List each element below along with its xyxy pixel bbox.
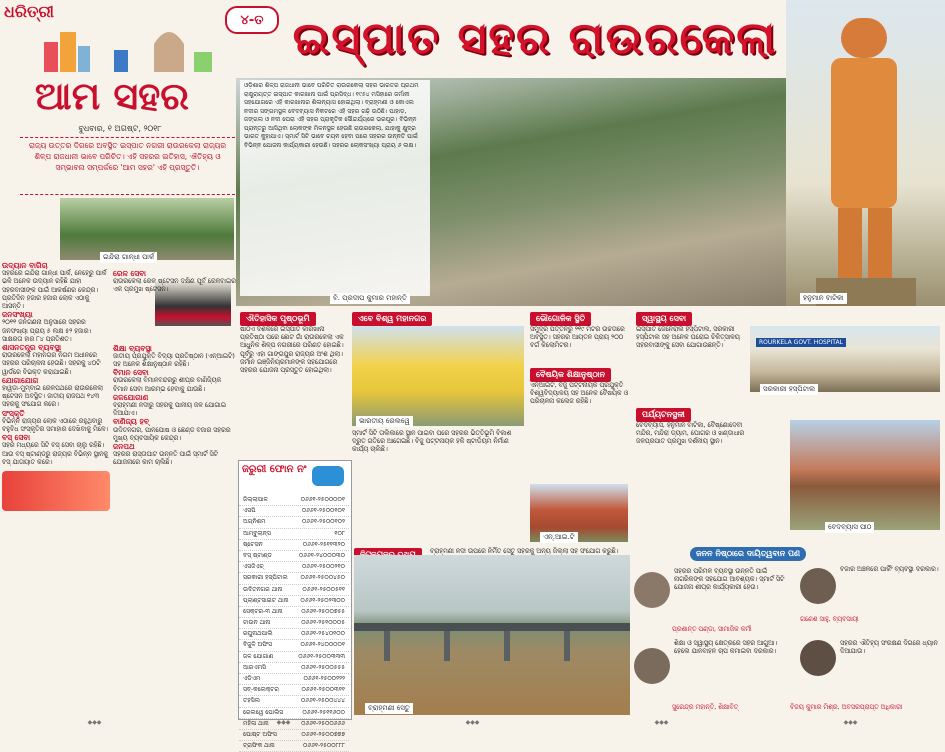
registration-mark-icon: ◆◆◆ bbox=[87, 719, 102, 726]
opinion-quote: ଶିକ୍ଷା ଓ ସ୍ୱାସ୍ଥ୍ୟ କ୍ଷେତ୍ରରେ ସହର ଆଗୁଆ। ହେଲେ ଯାନବାହନ ଚାପ କମାଇବା ଦରକାର। bbox=[674, 640, 777, 656]
avatar bbox=[634, 572, 670, 608]
phone-row bbox=[239, 585, 349, 596]
bridge-photo bbox=[354, 555, 630, 715]
section-title: ଆମ ସହର bbox=[34, 73, 190, 118]
article-body: ସହରରେ ଇନ୍ଦିରା ଗାନ୍ଧୀ ପାର୍କ, ନେହେରୁ ପାର୍କ ଭଳି ଅନେକ ଉଦ୍ୟାନ ରହିଛି ଯାହା ସହରବାସୀଙ୍କ ପାଇଁ ଆକର୍ଷଣର କେନ୍ଦ୍ର। ପ୍ରତିଦିନ ହଜାର ହଜାର ଲୋକ ଏଠାକୁ ଆସନ୍ତି। bbox=[2, 270, 107, 311]
phone-row-number: ୦୬୬୧-୨୫୦୦୧୦୧ bbox=[301, 507, 345, 515]
registration-mark-icon: ◆◆◆ bbox=[276, 719, 291, 726]
hospital-photo bbox=[750, 326, 940, 392]
opinion-quote: ସହରର ଐତିହ୍ୟ ସଂରକ୍ଷଣ ଦିଗରେ ଧ୍ୟାନ ଦିଆଯାଉ। bbox=[840, 640, 938, 656]
phone-row-name: ଏସଜିଏଚ୍ bbox=[243, 563, 264, 571]
opinion-name: ବିଜୟ କୁମାର ମିଶ୍ର, ଅବସରପ୍ରାପ୍ତ ଅଧିକାରୀ bbox=[790, 704, 903, 711]
feature-title-geo: ଭୌଗୋଳିକ ସ୍ଥିତି bbox=[530, 312, 591, 326]
section-intro: ରାଜ୍ୟ ଉତ୍ତର ଦିଗରେ ଅବସ୍ଥିତ ଇସ୍ପାତ ନଗରୀ ରାଉରକେଲା ରାଜ୍ୟର ଶିଳ୍ପ ରାଜଧାନୀ ଭାବେ ପରିଚିତ। ଏହି ସହରର ଇତିହାସ, ଐତିହ୍ୟ ଓ ସମ୍ଭାବନା ସମ୍ପର୍କରେ 'ଆମ ସହର' ଏହି ପ୍ରସ୍ତୁତି। bbox=[20, 137, 235, 195]
article-body: ରାଉରକେଲା ରେଳ ଷ୍ଟେସନ ଦକ୍ଷିଣ ପୂର୍ବ ରେଳବାଇର ଏକ ପ୍ରମୁଖ ଷ୍ଟେସନ। bbox=[113, 278, 236, 294]
opinion-name: ସୁରେନ୍ଦ୍ର ମହାନ୍ତି, ଶିକ୍ଷାବିତ୍ bbox=[672, 704, 739, 711]
dateline: ବୁଧବାର, ୧ ଅଗଷ୍ଟ, ୨୦୧୮ bbox=[78, 124, 162, 133]
phone-row-name: ପୋଷ୍ଟ ଅଫିସ bbox=[243, 730, 277, 738]
bridge-pillar-shape bbox=[384, 631, 390, 661]
bridge-caption: ବ୍ରାହ୍ମଣୀ ସେତୁ bbox=[365, 703, 413, 714]
hanuman-statue-photo bbox=[786, 0, 945, 306]
gate-photo bbox=[790, 420, 940, 530]
phone-row-number: ୦୬୬୧-୨୫୧୧୬୦୦ bbox=[302, 708, 345, 716]
article-body: ବିଭିନ୍ନ ରାଜ୍ୟର ଲୋକ ଏଠାରେ ରହୁଥିବାରୁ ବହୁବିଧ ସଂସ୍କୃତିର ସମାହାର ଦେଖିବାକୁ ମିଳେ। bbox=[2, 417, 109, 434]
aerial-photo-credit: ବି. ପ୍ରଦୀପ କୁମାର ମହାନ୍ତି bbox=[330, 293, 410, 304]
phone-row bbox=[239, 607, 349, 618]
bridge-pillar-shape bbox=[504, 631, 510, 661]
hospital-sign: ROURKELA GOVT. HOSPITAL bbox=[756, 338, 846, 347]
phone-row-number: ୦୬୬୧-୨୫୦୦୪୪୪ bbox=[300, 697, 345, 705]
phone-row bbox=[239, 573, 349, 584]
article-block bbox=[113, 443, 237, 468]
phone-row-name: ମହିଳା ଥାନା bbox=[243, 719, 269, 727]
page-headline: ଇସ୍ପାତ ସହର ରାଉରକେଲା bbox=[292, 12, 778, 64]
city-bus-illustration bbox=[2, 471, 110, 511]
phone-row-name: ଜିଲ୍ଲାପାଳ bbox=[243, 496, 268, 503]
aerial-article-text: ଓଡ଼ିଶାର ଶିଳ୍ପ ରାଜଧାନୀ ଭାବେ ପରିଚିତ ରାଉରକେଲା ସହର ଭାରତର ପ୍ରଥମ ରାଷ୍ଟ୍ରାୟତ୍ତ ଇସ୍ପାତ କାରଖାନା ପାଇଁ ପ୍ରସିଦ୍ଧ। ୧୯୫୪ ମସିହାରେ ଜର୍ମାନୀ ସହଯୋଗରେ ଏହି କାରଖାନାର ଶିଳାନ୍ୟାସ ହୋଇଥିଲା। ବ୍ରାହ୍ମଣୀ ଓ କୋଏଲ ନଦୀର ସଙ୍ଗମସ୍ଥଳ ବେଦବ୍ୟାସ ନିକଟରେ ଏହି ସହର ଗଢ଼ି ଉଠିଛି। ପାହାଡ଼, ଜଙ୍ଗଲ ଓ ନଦୀ ଘେରା ଏହି ସହର ପ୍ରାକୃତିକ ସୌନ୍ଦର୍ଯ୍ୟରେ ଭରପୂର। ବିଭିନ୍ନ ପ୍ରାନ୍ତରୁ ଆସିଥିବା ଲୋକଙ୍କ ମିଳନସ୍ଥଳ ହେଉଛି ରାଉରକେଲା, ଯାହାକୁ କ୍ଷୁଦ୍ର ଭାରତ କୁହାଯାଏ। ସ୍ମାର୍ଟ ସିଟି ଭାବେ ଚୟନ ହେବା ପରେ ସହରର ଉନ୍ନତି ପାଇଁ ବିଭିନ୍ନ ଯୋଜନା କାର୍ଯ୍ୟକାରୀ ହେଉଛି। ସହରର ଲୋକସଂଖ୍ୟା ପ୍ରାୟ ୬ ଲକ୍ଷ। bbox=[240, 80, 430, 296]
phone-row bbox=[239, 696, 349, 707]
phone-row bbox=[239, 506, 349, 517]
phone-row bbox=[239, 663, 349, 674]
feature-body-history: ଷାଠିଏ ଦଶକରେ ଇସ୍ପାତ କାରଖାନା ପ୍ରତିଷ୍ଠା ପରେ ଛୋଟ ଗାଁ ରାଉରକେଲା ଏକ ଆଧୁନିକ ଶିଳ୍ପ ନଗରୀରେ ପରିଣତ ହୋଇଛି। ପୂର୍ବରୁ ଏହା ଗାଙ୍ଗପୁର ରାଜ୍ୟର ଅଂଶ ଥିଲା। ଜର୍ମାନ ଇଞ୍ଜିନିୟରମାନଙ୍କ ସହଯୋଗରେ ସହରର ଯୋଜନା ପ୍ରସ୍ତୁତ ହୋଇଥିଲା। bbox=[240, 326, 344, 375]
phone-row bbox=[239, 674, 349, 685]
phone-row-number: ୦୬୬୧-୨୫୦୦୦୦୧ bbox=[300, 496, 345, 503]
phone-row-name: ଅଗ୍ନିଶମ bbox=[243, 518, 266, 526]
hanuman-caption: ହନୁମାନ ବାଟିକା bbox=[800, 293, 847, 304]
building-shape bbox=[114, 50, 128, 72]
avatar bbox=[800, 568, 836, 604]
article-heading: ସଂସ୍କୃତି bbox=[2, 408, 25, 418]
phone-row-name: ଏସପି bbox=[243, 507, 256, 515]
article-heading: ଯୋଗାଯୋଗ bbox=[2, 375, 39, 385]
opinion-quote: ସହରର ପରିମଳ ବ୍ୟବସ୍ଥା ଉନ୍ନତି ପାଇଁ ନାଗରିକଙ୍କ ସହଯୋଗ ଆବଶ୍ୟକ। ସ୍ମାର୍ଟ ସିଟି ଯୋଜନା ଶୀଘ୍ର କାର୍ଯ୍ୟକାରୀ ହେଉ। bbox=[674, 568, 785, 592]
building-shape bbox=[194, 52, 212, 72]
phone-row bbox=[239, 652, 349, 663]
phone-row bbox=[239, 551, 349, 562]
stadium-caption: ଭାରତୀୟ ରେଲୱେ bbox=[356, 416, 413, 427]
phone-row bbox=[239, 495, 349, 506]
statue-body-shape bbox=[831, 58, 897, 208]
phone-row-name: ଟାଉନ ଥାନା bbox=[243, 619, 271, 627]
phone-row bbox=[239, 629, 349, 640]
feature-title-health: ସ୍ୱାସ୍ଥ୍ୟ ସେବା bbox=[636, 312, 692, 326]
phone-row-number: ୦୬୬୧-୨୪୦୦୦୩୦ bbox=[298, 551, 345, 559]
article-heading: ବିମାନ ସେବା bbox=[113, 368, 149, 378]
phone-row-name: ପ୍ଲାଣ୍ଟସାଇଟ ଥାନା bbox=[243, 596, 289, 604]
phone-row-number: ୦୬୬୧-୨୫୦୦୫୫୫ bbox=[301, 663, 345, 671]
feature-body-geo: ସମୁଦ୍ର ପତ୍ତନରୁ ୨୧୯ ମିଟର ଉଚ୍ଚତାରେ ଅବସ୍ଥିତ। ସହରର ଆୟତନ ପ୍ରାୟ ୨୦୦ ବର୍ଗ କିଲୋମିଟର। bbox=[530, 326, 625, 350]
phone-row bbox=[239, 685, 349, 696]
phone-row-name: ଟ୍ରାଫିକ ଥାନା bbox=[243, 742, 275, 750]
article-block bbox=[113, 394, 237, 419]
spacer bbox=[113, 295, 237, 345]
phone-row-number: ୦୬୬୧-୨୫୦୦୮୮୮ bbox=[303, 742, 345, 750]
article-body: ସହରର ରାସ୍ତାଘାଟ ଉନ୍ନତି ପାଇଁ ସ୍ମାର୍ଟ ସିଟି ଯୋଜନାରେ କାମ ଚାଲିଛି। bbox=[113, 451, 219, 467]
phone-box-title: ଜରୁରୀ ଫୋନ ନଂ bbox=[242, 464, 307, 475]
phone-row-name: ବସ୍ ଷ୍ଟାଣ୍ଡ bbox=[243, 551, 272, 559]
phone-row-number: ୦୬୬୧-୨୫୦୦୩୩୩ bbox=[298, 652, 345, 660]
phone-row-name: ବିଜୁଳି ଅଫିସ bbox=[243, 641, 272, 649]
phone-row-number: ୦୬୬୧-୨୫୦୦୩୧୧ bbox=[301, 686, 345, 694]
phone-row bbox=[239, 529, 349, 540]
temple-shape bbox=[154, 32, 184, 72]
print-registration-marks bbox=[0, 718, 945, 727]
phone-row-number: ୧୦୮ bbox=[334, 529, 345, 537]
telephone-icon bbox=[312, 466, 344, 486]
article-block bbox=[113, 345, 237, 370]
article-heading: ଜନପଥ bbox=[113, 442, 135, 452]
bottom-box-body: ବ୍ରାହ୍ମଣୀ ନଦୀ ଉପରେ ନିର୍ମିତ ସେତୁ ସହରକୁ ଅନ୍ୟ ଜିଲ୍ଲା ସହ ସଂଯୋଗ କରୁଛି। bbox=[430, 548, 619, 555]
article-heading: ବସ୍ ସେବା bbox=[2, 433, 31, 443]
phone-row-name: ରେଲୱେ ପୋଲିସ bbox=[243, 708, 284, 716]
phone-row-name: ଷ୍ଟେସନ bbox=[243, 540, 263, 548]
phone-row-name: ଆମ୍ବୁଲାନ୍ସ bbox=[243, 529, 271, 537]
feature-title-education: ବୈଷୟିକ ଶିକ୍ଷାନୁଷ୍ଠାନ bbox=[530, 368, 611, 382]
phone-row-number: ୦୬୬୧-୨୫୦୦୫୧୧ bbox=[302, 585, 345, 593]
avatar bbox=[800, 640, 836, 676]
statue-leg-shape bbox=[838, 208, 862, 278]
article-block bbox=[2, 377, 110, 410]
article-body: ସହର ମଧ୍ୟରେ ସିଟି ବସ୍ ସେବା ଚାଲୁ ରହିଛି। ଆଉ ବସ୍ ଷ୍ଟାଣ୍ଡରୁ ରାଜ୍ୟର ବିଭିନ୍ନ ସ୍ଥାନକୁ ବସ୍ ଯାତାୟାତ କରେ। bbox=[2, 442, 109, 466]
phone-row-number: ୦୬୬୧-୨୫୦୦୪୫୦ bbox=[300, 574, 345, 582]
feature-body-tourism: ବେଦବ୍ୟାସ, ହନୁମାନ ବାଟିକା, ବୈଷ୍ଣୋଦେବୀ ମନ୍ଦିର, ମନ୍ଦିରା ଡ୍ୟାମ, ଘୋଗର ଓ ଖଣ୍ଡାଧାର ଜଳପ୍ରପାତ ପ୍ରମୁଖ ଦର୍ଶନୀୟ ସ୍ଥାନ। bbox=[636, 422, 745, 446]
article-heading: ଉଦ୍ୟାନ ବାଗିଚା bbox=[2, 261, 48, 270]
bridge-pillar-shape bbox=[564, 631, 570, 661]
phone-row bbox=[239, 517, 349, 528]
phone-row-number: ୦୬୬୧-୨୫୧୧୩୨୦ bbox=[302, 540, 345, 548]
feature-title-metro: ଏବେ ବିଶ୍ୱ ମହାନଗର bbox=[352, 312, 432, 326]
phone-row-name: ସବ୍-କଲେକ୍ଟର bbox=[243, 686, 279, 694]
opinion-quote: ବଜାର ଅଞ୍ଚଳରେ ପାର୍କିଂ ବ୍ୟବସ୍ଥା ଦରକାର। bbox=[840, 566, 939, 573]
opinion-name: ଗଣେଶ ସାହୁ, ବ୍ୟବସାୟୀ bbox=[800, 616, 859, 623]
article-body: ଉଦିତନଗର, ପାନପୋଷ ଓ ଛେଣ୍ଡ ବଜାର ସହରର ମୁଖ୍ୟ ବ୍ୟବସାୟିକ କେନ୍ଦ୍ର। bbox=[113, 426, 231, 442]
registration-mark-icon: ◆◆◆ bbox=[843, 719, 858, 726]
skyline-illustration bbox=[4, 24, 230, 72]
park-caption: ଇନ୍ଦିରା ଗାନ୍ଧୀ ପାର୍କ bbox=[100, 252, 157, 263]
phone-row bbox=[239, 618, 349, 629]
phone-row-name: ଆରଏମସି bbox=[243, 663, 266, 671]
registration-mark-icon: ◆◆◆ bbox=[654, 719, 669, 726]
article-block bbox=[113, 418, 237, 443]
article-block bbox=[2, 311, 110, 344]
phone-row-number: ୦୬୬୧-୨୫୪୦୧୦୦ bbox=[301, 630, 345, 638]
phone-row-number: ୦୬୬୧-୨୫୦୦୧୦୨ bbox=[301, 518, 345, 526]
building-shape bbox=[60, 32, 76, 72]
avatar bbox=[634, 648, 670, 684]
hospital-caption: ସରକାରୀ ହସ୍ପିଟାଲ bbox=[760, 384, 818, 395]
opinion-title: ଜନନ ନିଷ୍ଠାରେ ଦାୟିତ୍ୱବାନ ପଣ bbox=[690, 547, 806, 561]
registration-mark-icon: ◆◆◆ bbox=[465, 719, 480, 726]
phone-row-name: ଏଡିଏମ bbox=[243, 675, 261, 682]
phone-row-number: ୦୬୬୧-୨୫୦୦୭୫୫ bbox=[301, 607, 345, 615]
feature-body-education: ଏନ୍‌ଆଇଟି, ବିଜୁ ପଟ୍ଟନାୟକ ପ୍ରଯୁକ୍ତି ବିଶ୍ୱବିଦ୍ୟାଳୟ ସହ ଅନେକ ବୈଷୟିକ ଓ ପରିଚାଳନା କଲେଜ ରହିଛି। bbox=[530, 382, 628, 406]
article-heading: ରେଳ ସେବା bbox=[113, 269, 146, 278]
phone-row-number: ୦୬୬୧-୨୫୧୦୦୦୫ bbox=[301, 619, 345, 627]
article-heading: ଶାସନତନ୍ତ୍ର ବ୍ୟବସ୍ଥା bbox=[2, 343, 62, 353]
opinion-name: ପ୍ରଶାନ୍ତ ପଣ୍ଡା, ସାମାଜିକ କର୍ମୀ bbox=[672, 626, 752, 633]
phone-row-name: ରଘୁନାଥପାଲି bbox=[243, 630, 273, 638]
phone-row-name: ସେକ୍ଟର-୩ ଥାନା bbox=[243, 607, 283, 615]
phone-row bbox=[239, 741, 349, 752]
article-heading: ଜଳଯୋଗାଣ bbox=[113, 392, 149, 402]
article-block bbox=[113, 369, 237, 394]
article-body: ରାଉରକେଲା ମହାନଗର ନିଗମ ଅଧୀନରେ ସହରର ପରିଚାଳନା ହେଉଛି। ସହରକୁ ୪୦ଟି ୱାର୍ଡରେ ବିଭକ୍ତ କରାଯାଇଛି। bbox=[2, 352, 101, 376]
feature-body-health: ଇସ୍ପାତ ଜେନେରାଲ ହସ୍ପିଟାଲ, ସରକାରୀ ହସ୍ପିଟାଲ ସହ ଅନେକ ଘରୋଇ ଚିକିତ୍ସାଳୟ ସହରବାସୀଙ୍କୁ ସେବା ଯୋଗାଉଛନ୍ତି। bbox=[636, 326, 740, 350]
feature-body-metro: ସ୍ମାର୍ଟ ସିଟି ତାଲିକାରେ ସ୍ଥାନ ପାଇବା ପରେ ସହରର ଭିତ୍ତିଭୂମି ବିକାଶ ଦ୍ରୁତ ଗତିରେ ଆଗେଇଛି। ବିଜୁ ପଟ୍ଟନାୟକ ହକି ଷ୍ଟାଡିୟମ ନିର୍ମାଣ କାର୍ଯ୍ୟ ଚାଲିଛି। bbox=[352, 430, 512, 454]
article-body: ଜାତୀୟ ପ୍ରଯୁକ୍ତି ବିଦ୍ୟା ପ୍ରତିଷ୍ଠାନ (ଏନ୍‌ଆଇଟି) ସହ ଅନେକ ଶିକ୍ଷାନୁଷ୍ଠାନ ରହିଛି। bbox=[113, 352, 235, 369]
article-heading: ବାଣିଜ୍ୟ ହବ୍ bbox=[113, 417, 149, 427]
left-column bbox=[2, 262, 110, 714]
article-block bbox=[2, 344, 110, 377]
article-block bbox=[2, 434, 110, 467]
feature-title-history: ଐତିହାସିକ ପୃଷ୍ଠଭୂମି bbox=[240, 312, 316, 326]
article-heading: ଜନସଂଖ୍ୟା bbox=[2, 310, 33, 320]
feature-title-tourism: ପର୍ଯ୍ୟଟନସ୍ଥଳୀ bbox=[636, 408, 691, 422]
phone-row-number: ୦୬୬୧-୨୫୦୦୬୬୬ bbox=[301, 719, 345, 727]
nit-caption: ଏନ୍.ଆଇ.ଟି bbox=[540, 532, 578, 543]
phone-row-name: ସରକାରୀ ହସ୍ପିଟାଲ bbox=[243, 574, 288, 582]
phone-row bbox=[239, 540, 349, 551]
phone-row bbox=[239, 730, 349, 741]
article-heading: ଶିକ୍ଷା ବ୍ୟବସ୍ଥା bbox=[113, 343, 152, 353]
phone-row-name: ଉଦିତନଗର ଥାନା bbox=[243, 585, 283, 593]
stadium-photo bbox=[352, 326, 524, 426]
article-body: ହାୱଡ଼ା-ମୁମ୍ବାଇ ରେଳପଥରେ ରାଉରକେଲା ଷ୍ଟେସନ ଅବସ୍ଥିତ। ଜାତୀୟ ରାଜପଥ ୧୪୩ ସହରକୁ ସଂଯୋଗ କରେ। bbox=[2, 385, 103, 409]
park-photo bbox=[60, 198, 234, 260]
bridge-deck-shape bbox=[354, 623, 630, 631]
phone-list bbox=[239, 495, 349, 750]
phone-row bbox=[239, 596, 349, 607]
article-body: ବ୍ରାହ୍ମଣୀ ନଦୀରୁ ସହରକୁ ପାନୀୟ ଜଳ ଯୋଗାଇ ଦିଆଯାଏ। bbox=[113, 402, 226, 418]
phone-row bbox=[239, 640, 349, 651]
middle-column bbox=[113, 270, 237, 715]
phone-row-number: ୦୬୬୧-୨୫୦୦୨୨୨ bbox=[303, 675, 345, 682]
phone-row-name: ତହସିଲ bbox=[243, 697, 260, 705]
phone-row-number: ୦୬୬୧-୨୫୦୦୭୭୭ bbox=[301, 730, 345, 738]
article-block bbox=[113, 270, 237, 295]
article-body: ରାଉରକେଲା ବିମାନବନ୍ଦରରୁ ଶୀଘ୍ର ବାଣିଜ୍ୟିକ ବିମାନ ସେବା ଆରମ୍ଭ ହେବାକୁ ଯାଉଛି। bbox=[113, 377, 222, 393]
article-block bbox=[2, 410, 110, 435]
masthead-logo: ଧରିତ୍ରୀ bbox=[4, 2, 54, 21]
article-block bbox=[2, 262, 110, 311]
phone-row-number: ୦୬୬୧-୨୫୦୨୩୦୦ bbox=[300, 596, 345, 604]
phone-row-number: ୦୬୬୧-୨୪୦୦୦୦୧ bbox=[300, 641, 345, 649]
article-body: ୨୦୧୧ ଜନଗଣନା ଅନୁସାରେ ସହରର ଜନସଂଖ୍ୟା ପ୍ରାୟ ୫ ଲକ୍ଷ ୫୨ ହଜାର। ସାକ୍ଷରତା ହାର ୮୪ ପ୍ରତିଶତ। bbox=[2, 319, 92, 343]
gate-caption: ବେଦବ୍ୟାସ ପୀଠ bbox=[825, 522, 874, 533]
statue-leg-shape bbox=[868, 208, 892, 278]
phone-row bbox=[239, 562, 349, 573]
phone-row-name: ଜଳ ଯୋଗାଣ bbox=[243, 652, 274, 660]
phone-row-number: ୦୬୬୧-୨୫୦୦୨୧୦ bbox=[301, 563, 345, 571]
page-number: ୪-ତ bbox=[225, 6, 279, 34]
statue-head-shape bbox=[841, 18, 887, 58]
building-shape bbox=[78, 46, 90, 72]
building-shape bbox=[44, 42, 58, 72]
bridge-pillar-shape bbox=[444, 631, 450, 661]
